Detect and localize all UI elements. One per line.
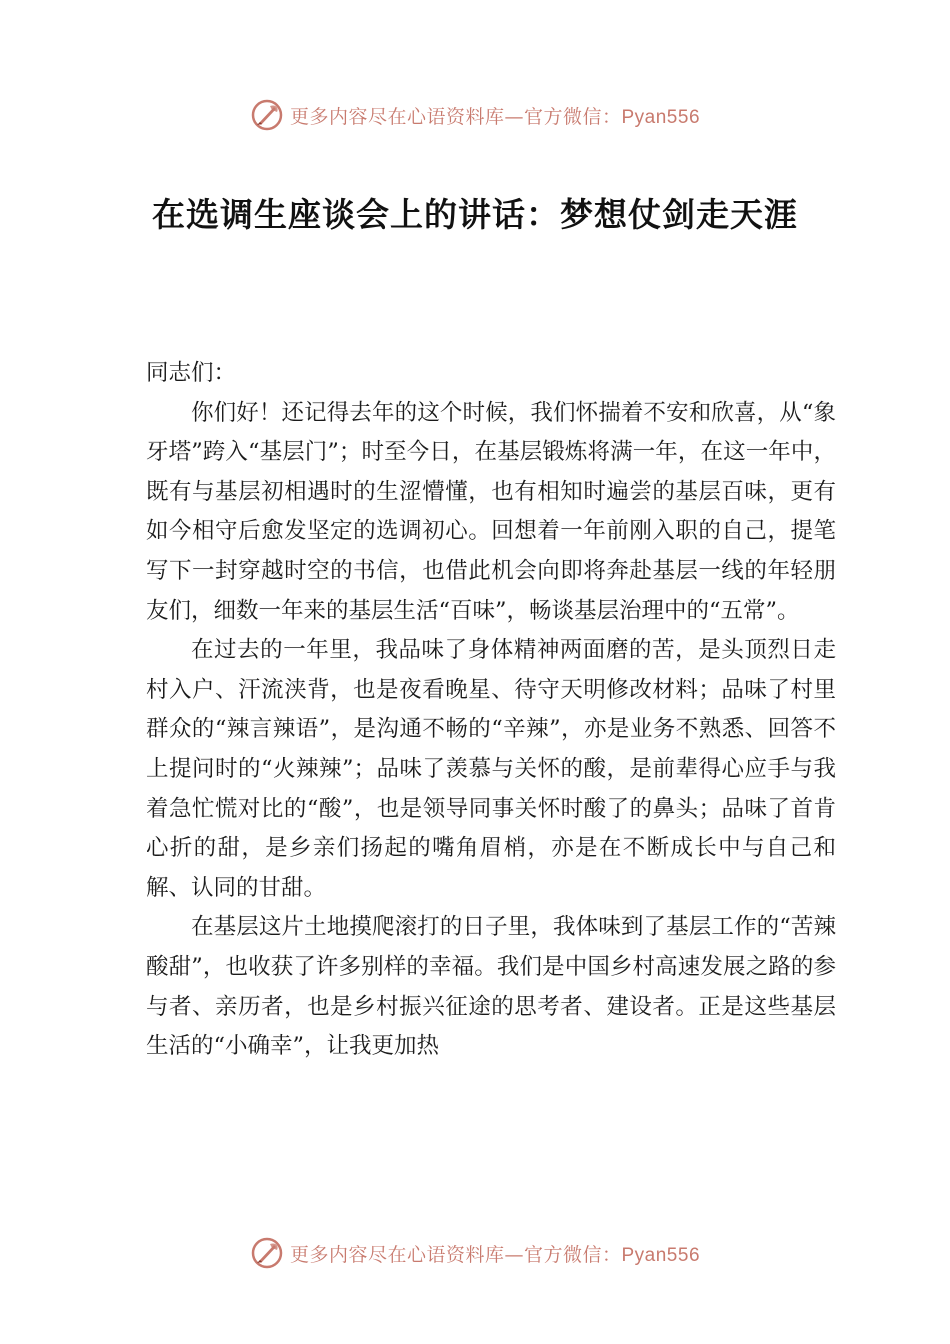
watermark-wechat-id: Pyan556 — [621, 106, 701, 128]
document-title: 在选调生座谈会上的讲话：梦想仗剑走天涯 — [152, 195, 798, 234]
quill-pen-logo-icon — [250, 1236, 284, 1270]
header-watermark — [0, 95, 950, 135]
watermark-text — [290, 1240, 700, 1267]
paragraph: 在过去的一年里，我品味了身体精神两面磨的苦，是头顶烈日走村入户、汗流浃背，也是夜看晚星、待守天明修改材料；品味了村里群众的“辣言辣语”，是沟通不畅的“辛辣”，亦是业务不熟悉、回答不上提问时的“火辣辣”；品味了羡慕与关怀的酸，是前辈得心应手与我着急忙慌对比的“酸”，也是领导同事关怀时酸了的鼻头；品味了首肯心折的甜，是乡亲们扬起的嘴角眉梢，亦是在不断成长中与自己和解、认同的甘甜。 — [146, 637, 836, 901]
quill-pen-logo-icon — [250, 98, 284, 132]
watermark-label: 更多内容尽在心语资料库—官方微信： — [289, 1243, 622, 1266]
watermark-text — [290, 102, 700, 129]
document-body — [146, 354, 836, 1067]
watermark-label: 更多内容尽在心语资料库—官方微信： — [289, 105, 622, 128]
watermark-wechat-id: Pyan556 — [621, 1244, 701, 1266]
paragraph: 在基层这片土地摸爬滚打的日子里，我体味到了基层工作的“苦辣酸甜”，也收获了许多别样的幸福。我们是中国乡村高速发展之路的参与者、亲历者，也是乡村振兴征途的思考者、建设者。正是这些基层生活的“小确幸”，让我更加热 — [146, 914, 836, 1060]
greeting: 同志们： — [146, 360, 237, 386]
footer-watermark — [0, 1233, 950, 1273]
paragraph: 你们好！还记得去年的这个时候，我们怀揣着不安和欣喜，从“象牙塔”跨入“基层门”；时至今日，在基层锻炼将满一年，在这一年中，既有与基层初相遇时的生涩懵懂，也有相知时遍尝的基层百味，更有如今相守后愈发坚定的选调初心。回想着一年前刚入职的自己，提笔写下一封穿越时空的书信，也借此机会向即将奔赴基层一线的年轻朋友们，细数一年来的基层生活“百味”，畅谈基层治理中的“五常”。 — [146, 399, 836, 624]
